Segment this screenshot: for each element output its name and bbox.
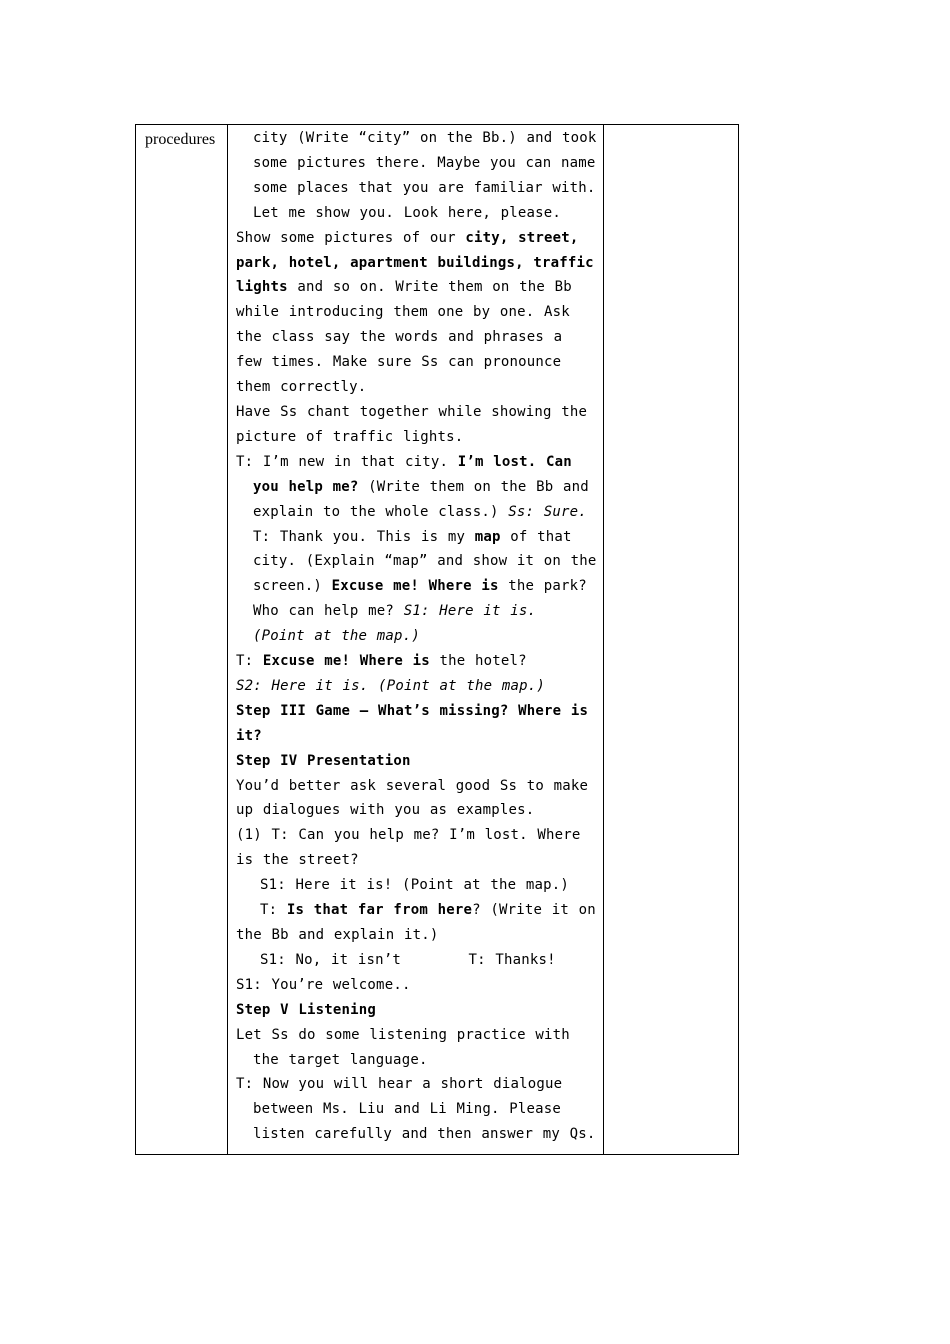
paragraph: Show some pictures of our city, street, park, hotel, apartment buildings, traffic lights and so on. Write them on the Bb while introducing them one by one. Ask the class say the words and phrases a few times. Make sure Ss can pronounce them correctly. xyxy=(236,229,594,396)
notes-cell xyxy=(604,125,739,1155)
row-label: procedures xyxy=(145,131,216,148)
lesson-plan-table xyxy=(135,124,739,1155)
step-heading: Step III Game — What’s missing? Where is it? xyxy=(236,702,589,744)
table-row xyxy=(136,125,739,1155)
paragraph: S1: Here it is! (Point at the map.) xyxy=(260,877,570,894)
step-heading: Step V Listening xyxy=(236,1001,377,1018)
row-label-cell xyxy=(136,125,228,1155)
paragraph: S1: No, it isn’t T: Thanks! xyxy=(260,951,556,968)
paragraph: T: Now you will hear a short dialogue between Ms. Liu and Li Ming. Please listen carefully and then answer my Qs. xyxy=(236,1076,596,1143)
paragraph: Have Ss chant together while showing the picture of traffic lights. xyxy=(236,403,588,445)
paragraph: S2: Here it is. (Point at the map.) xyxy=(236,677,546,694)
paragraph: city (Write “city” on the Bb.) and took some pictures there. Maybe you can name some places that you are familiar with. Let me show you. Look here, please. xyxy=(253,130,597,221)
paragraph: T: Is that far from here? (Write it on the Bb and explain it.) xyxy=(236,902,596,943)
paragraph: Let Ss do some listening practice with the target language. xyxy=(236,1026,570,1068)
paragraph: T: I’m new in that city. I’m lost. Can you help me? (Write them on the Bb and explain to the whole class.) Ss: Sure. xyxy=(236,453,589,520)
content-cell xyxy=(228,125,604,1155)
paragraph: S1: You’re welcome.. xyxy=(236,976,411,993)
procedure-content xyxy=(228,125,603,1154)
paragraph: T: Excuse me! Where is the hotel? xyxy=(236,653,527,670)
paragraph: You’d better ask several good Ss to make up dialogues with you as examples. xyxy=(236,777,589,819)
paragraph: T: Thank you. This is my map of that city. (Explain “map” and show it on the screen.) Excuse me! Where is the park? Who can help me? S1: Here it is. (Point at the map.) xyxy=(253,528,597,645)
step-heading: Step IV Presentation xyxy=(236,752,411,769)
paragraph: (1) T: Can you help me? I’m lost. Where is the street? xyxy=(236,827,581,869)
